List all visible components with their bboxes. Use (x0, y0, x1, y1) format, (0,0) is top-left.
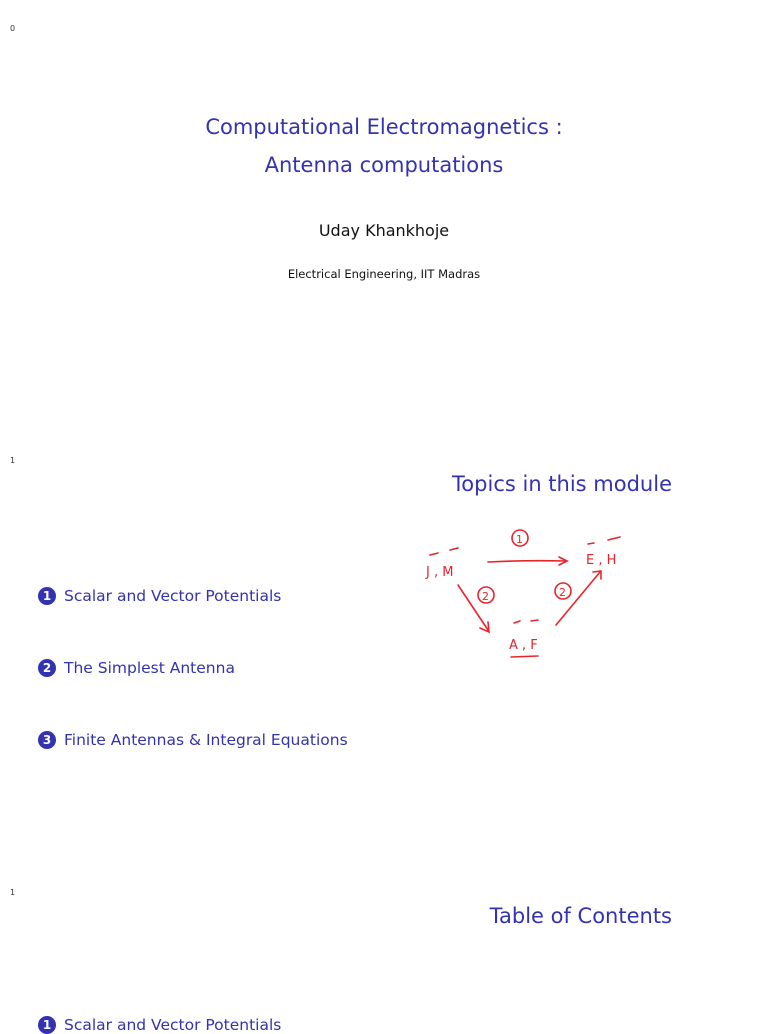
frame-title: Table of Contents (489, 904, 672, 928)
presentation-title: Computational Electromagnetics : (205, 115, 563, 139)
author-name: Uday Khankhoje (318, 221, 450, 240)
sketch-fields-label: E , H (586, 553, 617, 568)
topic-number-bullet: 2 (38, 659, 56, 677)
page-number: 0 (10, 24, 16, 33)
potentials-underline (511, 656, 538, 657)
topic-label: The Simplest Antenna (64, 659, 235, 677)
sketch-potentials-label: A , F (509, 638, 538, 653)
topics-slide (0, 432, 768, 864)
sketch-step-1: 1 (516, 533, 523, 546)
topic-item[interactable] (38, 587, 281, 605)
topic-label: Scalar and Vector Potentials (64, 587, 282, 605)
topic-label: Finite Antennas & Integral Equations (64, 731, 348, 749)
topic-item[interactable] (38, 731, 348, 749)
page-number: 1 (10, 456, 16, 465)
toc-item[interactable] (38, 1016, 281, 1034)
sketch-sources-label: J , M (426, 565, 454, 580)
frame-title: Topics in this module (452, 472, 672, 496)
toc-slide (0, 864, 768, 1034)
sketch-step-2a: 2 (482, 590, 489, 603)
page-number: 1 (10, 888, 16, 897)
title-slide (0, 0, 768, 432)
topic-item[interactable] (38, 659, 235, 677)
arrow-sources-to-fields (488, 561, 566, 562)
topic-number-bullet: 1 (38, 587, 56, 605)
sketch-step-2b: 2 (559, 586, 566, 599)
topic-number-bullet: 3 (38, 731, 56, 749)
toc-label: Scalar and Vector Potentials (64, 1016, 282, 1034)
toc-number-bullet: 1 (38, 1016, 56, 1034)
institute: Electrical Engineering, IIT Madras (287, 267, 481, 281)
presentation-subtitle: Antenna computations (264, 153, 504, 177)
handwritten-potentials-sketch (418, 520, 648, 670)
